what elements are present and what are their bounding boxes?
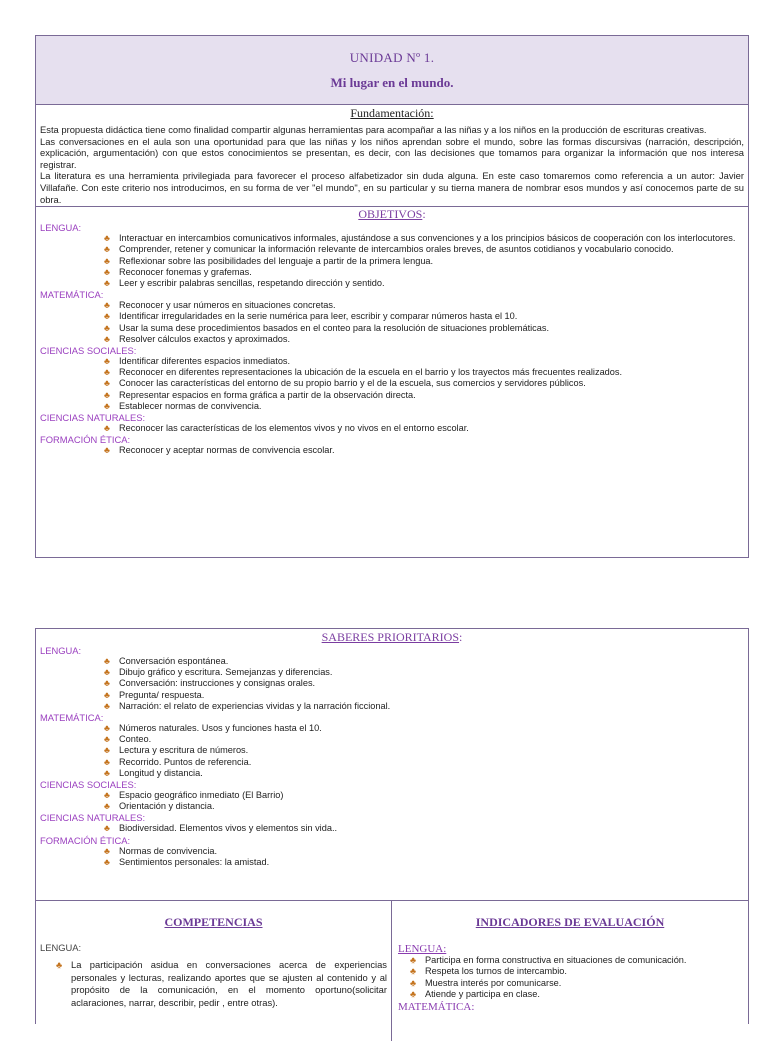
bullet-icon: ♣ [104,266,110,277]
bullet-icon: ♣ [104,723,110,734]
bullet-icon: ♣ [104,656,110,666]
bullet-icon: ♣ [104,678,110,689]
list-item: ♣ Biodiversidad. Elementos vivos y elementos sin vida.. [104,823,338,834]
list-item: ♣ Recorrido. Puntos de referencia. [104,756,252,767]
saberes-section-title: CIENCIAS NATURALES: [40,812,146,824]
list-item: ♣ Sentimientos personales: la amistad. [104,856,270,867]
saberes-box [35,628,749,1024]
list-item: ♣ Representar espacios en forma gráfica a partir de la observación directa. [104,389,416,400]
bullet-icon: ♣ [104,367,110,378]
list-item: ♣ La participación asidua en conversaciones acerca de experiencias personales y lecturas, realizando aportes que se ajusten al contenido y al propósito de la comunicación, en el momento oportuno(solicitar aclaraciones, narrar, describir, pedir , entre otras). [56,959,387,1008]
bullet-icon: ♣ [104,378,110,389]
objetivos-section-title: FORMACIÓN ÉTICA: [40,434,131,446]
competencias-list [36,959,391,1009]
objetivos-section-title: LENGUA: [40,222,82,234]
bullet-icon: ♣ [104,400,110,411]
competencias-indicadores-table [36,900,748,1041]
bullet-icon: ♣ [104,689,110,700]
objetivos-section-title: CIENCIAS SOCIALES: [40,344,137,356]
fundamentacion-paragraph: Esta propuesta didáctica tiene como finalidad compartir algunas herramientas para acompañar a las niñas y a los niños en la producción de escrituras creativas. [40,124,707,135]
list-item: ♣ Conversación espontánea. [104,656,229,666]
bullet-icon: ♣ [56,959,63,970]
list-item: ♣ Establecer normas de convivencia. [104,400,262,411]
bullet-icon: ♣ [104,277,110,288]
bullet-icon: ♣ [104,423,110,433]
bullet-icon: ♣ [104,244,110,255]
list-item: ♣ Usar la suma dese procedimientos basados en el conteo para la resolución de situaciones problemáticas. [104,322,550,333]
saberes-section-title: CIENCIAS SOCIALES: [40,779,137,791]
bullet-icon: ♣ [104,300,110,311]
objetivos-section-title: MATEMÁTICA: [40,289,104,301]
list-item: ♣ Atiende y participa en clase. [410,989,540,1000]
list-item: ♣ Conteo. [104,734,152,745]
list-item: ♣ Conversación: instrucciones y consignas orales. [104,678,316,689]
list-item: ♣ Identificar diferentes espacios inmediatos. [104,355,291,366]
objetivos-title: OBJETIVOS: [358,207,426,222]
bullet-icon: ♣ [104,389,110,400]
indicadores-column [392,901,748,1041]
fundamentacion-text [36,124,748,205]
objetivos-matematica-list [36,300,748,345]
competencias-title: COMPETENCIAS [164,915,263,929]
saberes-list [36,645,748,900]
bullet-icon: ♣ [104,667,110,678]
list-item: ♣ Reconocer fonemas y grafemas. [104,266,252,277]
saberes-section-title: LENGUA: [40,645,82,656]
list-item: ♣ Espacio geográfico inmediato (El Barrio) [104,790,284,801]
list-item: ♣ Números naturales. Usos y funciones hasta el 10. [104,723,322,734]
list-item: ♣ Reconocer en diferentes representaciones la ubicación de la escuela en el barrio y los trayectos más frecuentes realizados. [104,367,623,378]
indicadores-lengua-list [392,955,748,1001]
list-item: ♣ Muestra interés por comunicarse. [410,977,562,988]
list-item: ♣ Comprender, retener y comunicar la información relevante de intercambios orales breves, de asuntos cotidianos y vocabulario conocido. [104,244,674,255]
bullet-icon: ♣ [104,355,110,366]
list-item: ♣ Interactuar en intercambios comunicativos informales, ajustándose a sus convenciones y a los principios básicos de cooperación con los interlocutores. [104,233,736,244]
objetivos-list [36,222,748,456]
unit-header [36,36,748,105]
bullet-icon: ♣ [410,989,417,1000]
saberes-title: SABERES PRIORITARIOS: [321,630,463,644]
bullet-icon: ♣ [104,322,110,333]
bullet-icon: ♣ [104,445,110,456]
fundamentacion-paragraph: La literatura es una herramienta privilegiada para favorecer el proceso alfabetizador sin duda alguna. En este caso tomaremos como referencia a un autor: Javier Villafañe. Con este criterio nos introducimos, en su forma de ver "el mundo", en su particular y su tierna manera de nombrar esos mundos y así conocemos parte de su obra. [40,170,744,205]
list-item: ♣ Pregunta/ respuesta. [104,689,205,700]
bullet-icon: ♣ [104,255,110,266]
list-item: ♣ Orientación y distancia. [104,801,215,812]
saberes-lengua-list [36,656,748,712]
list-item: ♣ Reconocer las características de los elementos vivos y no vivos en el entorno escolar. [104,423,469,433]
bullet-icon: ♣ [104,756,110,767]
bullet-icon: ♣ [104,856,110,867]
bullet-icon: ♣ [410,955,417,965]
objetivos-naturales-list [36,423,748,434]
list-item: ♣ Resolver cálculos exactos y aproximados. [104,333,291,344]
indicadores-section-title: MATEMÁTICA: [398,1000,475,1013]
bullet-icon: ♣ [104,845,110,856]
saberes-section-title: MATEMÁTICA: [40,712,104,724]
bullet-icon: ♣ [104,790,110,801]
list-item: ♣ Reconocer y aceptar normas de convivencia escolar. [104,445,335,456]
list-item: ♣ Conocer las características del entorno de su propio barrio y el de la escuela, sus comercios y servidores públicos. [104,378,586,389]
fundamentacion-title: Fundamentación: [350,106,434,120]
bullet-icon: ♣ [104,767,110,778]
indicadores-title: INDICADORES DE EVALUACIÓN [475,915,665,929]
list-item: ♣ Dibujo gráfico y escritura. Semejanzas y diferencias. [104,667,333,678]
list-item: ♣ Lectura y escritura de números. [104,745,249,756]
bullet-icon: ♣ [104,333,110,344]
list-item: ♣ Identificar irregularidades en la serie numérica para leer, escribir y comparar números hasta el 10. [104,311,518,322]
list-item: ♣ Normas de convivencia. [104,845,218,856]
list-item: ♣ Narración: el relato de experiencias vividas y la narración ficcional. [104,700,391,711]
bullet-icon: ♣ [104,700,110,711]
bullet-icon: ♣ [104,801,110,812]
bullet-icon: ♣ [104,734,110,745]
indicadores-section-title: LENGUA: [398,943,447,955]
objetivos-lengua-list [36,233,748,289]
list-item: ♣ Leer y escribir palabras sencillas, respetando dirección y sentido. [104,277,385,288]
unit-box [35,35,749,558]
saberes-section-title: FORMACIÓN ÉTICA: [40,834,131,846]
list-item: ♣ Respeta los turnos de intercambio. [410,966,567,977]
unit-title: Mi lugar en el mundo. [330,75,454,90]
bullet-icon: ♣ [410,966,417,977]
bullet-icon: ♣ [104,823,110,834]
objetivos-section-title: CIENCIAS NATURALES: [40,412,146,423]
objetivos-sociales-list [36,356,748,412]
saberes-etica-list [36,846,748,868]
saberes-naturales-list [36,823,748,834]
bullet-icon: ♣ [104,233,110,244]
objetivos-etica-list [36,445,748,456]
fundamentacion-paragraph: Las conversaciones en el aula son una oportunidad para que las niñas y los niños aprendan sobre el mundo, sobre las formas discursivas (narración, descripción, explicación, argumentación) con que estos conocimientos se presentan, es decir, con las decisiones que tomamos para organizar la información que nos interesa registrar. [40,135,744,170]
saberes-sociales-list [36,790,748,812]
bullet-icon: ♣ [104,311,110,322]
list-item: ♣ Longitud y distancia. [104,767,203,778]
bullet-icon: ♣ [104,745,110,756]
list-item: ♣ Participa en forma constructiva en situaciones de comunicación. [410,955,687,965]
competencias-section-title: LENGUA: [40,942,82,953]
list-item: ♣ Reflexionar sobre las posibilidades del lenguaje a partir de la primera lengua. [104,255,434,266]
bullet-icon: ♣ [410,977,417,988]
list-item: ♣ Reconocer y usar números en situaciones concretas. [104,300,336,311]
competencias-column [36,901,392,1041]
saberes-matematica-list [36,723,748,779]
unit-number: UNIDAD Nº 1. [349,50,435,65]
